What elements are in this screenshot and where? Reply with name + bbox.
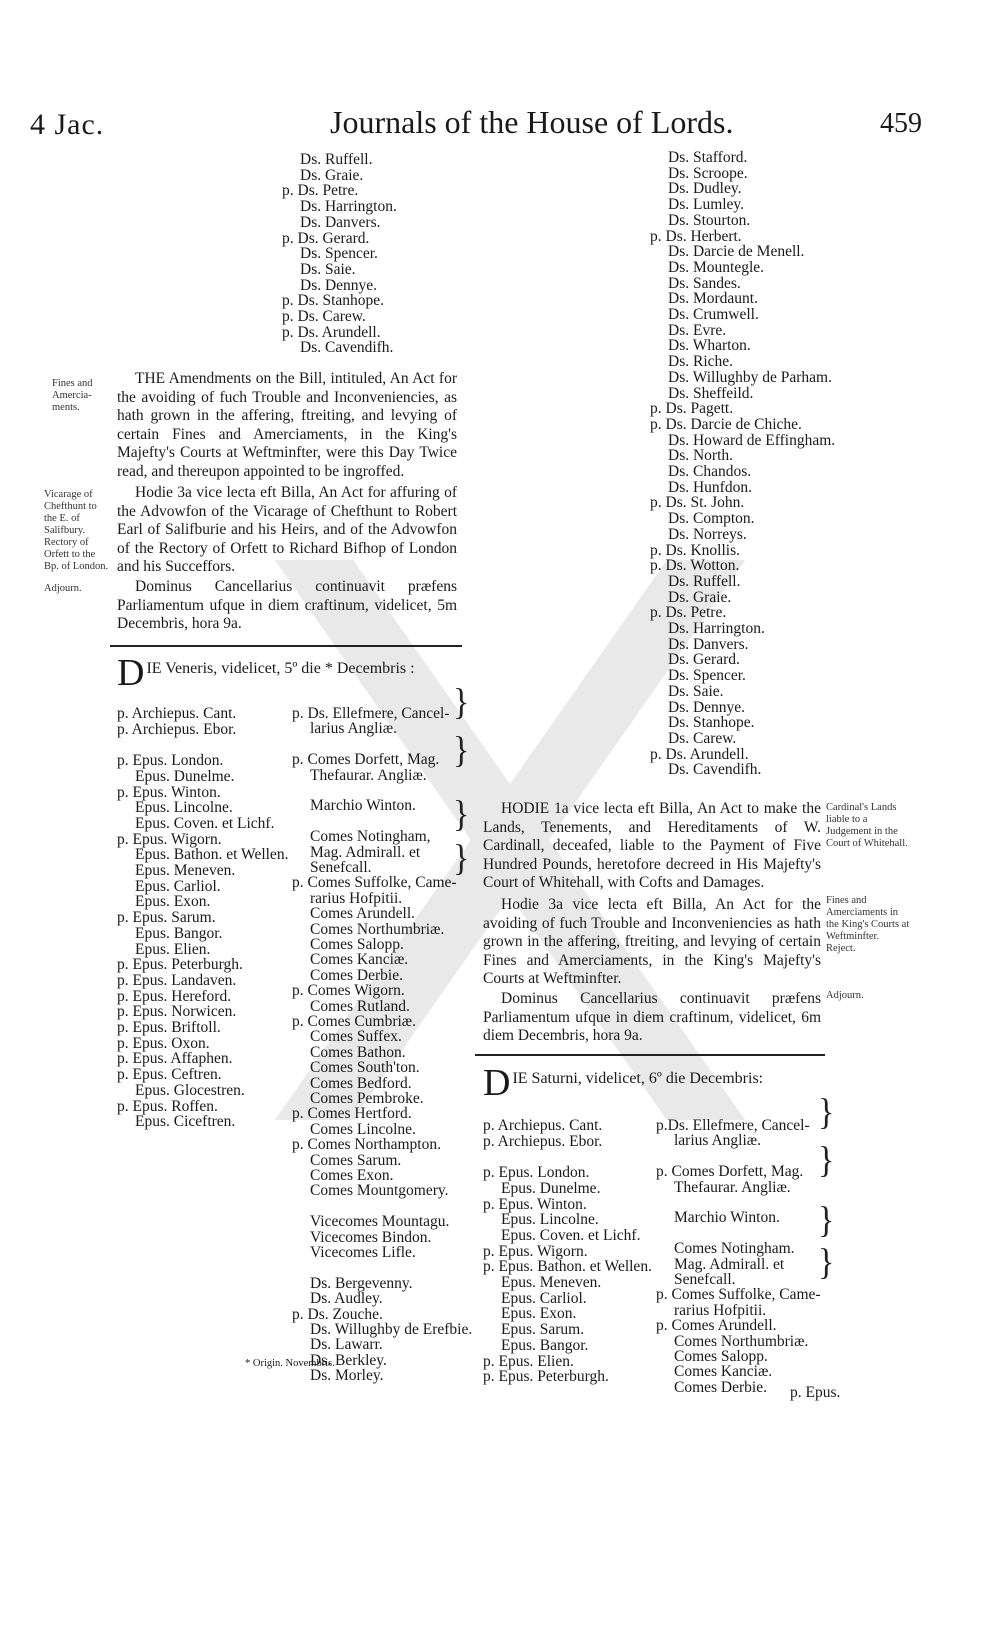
die-veneris-heading [117,652,415,694]
list-item: p. Epus. London. [483,1164,590,1182]
list-item: Epus. Dunelme. [501,1179,601,1197]
list-item: Vicecomes Mountagu. [310,1213,450,1231]
list-item: p. Comes Northampton. [292,1136,441,1154]
list-item: Ds. Spencer. [668,667,746,685]
catchword: p. Epus. [790,1384,841,1401]
list-item: Epus. Exon. [135,893,211,911]
list-item: Thefaurar. Angliæ. [310,766,427,784]
list-item: Ds. Evre. [668,321,727,339]
list-item: larius Angliæ. [310,720,397,738]
list-item: Mag. Admirall. et [674,1255,785,1273]
list-item: p. Epus. Affaphen. [117,1050,233,1068]
list-item: Ds. Ruffell. [668,572,741,590]
list-item: Ds. Carew. [668,729,737,747]
list-item: p. Comes Arundell. [656,1317,777,1335]
list-item: p. Ds. Stanhope. [282,292,385,310]
list-item: Comes Kanciæ. [310,951,409,969]
brace: } [818,1092,835,1133]
list-item: Comes Northumbriæ. [674,1332,809,1350]
list-item: Ds. Cavendifh. [668,761,762,779]
list-item: p. Epus. Winton. [483,1195,587,1213]
list-item: p. Ds. Arundell. [650,745,749,763]
list-item: Thefaurar. Angliæ. [674,1178,791,1196]
list-item: Epus. Meneven. [135,862,236,879]
list-item: Comes Exon. [310,1167,394,1184]
list-item: Ds. Lawarr. [310,1336,383,1354]
list-item: Epus. Exon. [501,1305,577,1323]
list-item: p. Comes Hertford. [292,1105,412,1123]
list-item: Ds. Willughby de Erefbie. [310,1321,473,1338]
list-item: Ds. Scroope. [668,164,748,182]
list-item: Ds. Sheffeild. [668,384,754,402]
section-rule [475,1054,825,1056]
list-item: p. Epus. Ceftren. [117,1066,222,1084]
list-item: p. Epus. Bathon. et Wellen. [483,1258,652,1276]
list-item: Ds. Gerard. [668,651,740,669]
list-item: Ds. Wharton. [668,337,751,355]
list-item: Senefcall. [674,1271,736,1288]
list-item: Epus. Dunelme. [135,767,235,785]
margin-note-adjourn-right: Adjourn. [826,990,864,1001]
list-item: Ds. Riche. [668,353,734,371]
list-item: Ds. Berkley. [310,1351,387,1369]
list-item: p. Ds. Pagett. [650,400,734,418]
list-item: Marchio Winton. [310,797,416,815]
list-item: p. Ds. Herbert. [650,227,742,245]
list-item: Comes Derbie. [310,966,403,984]
list-item: Ds. Harrington. [668,620,765,637]
list-item: Ds. Mountegle. [668,258,765,276]
list-item: p. Epus. Elien. [483,1352,574,1370]
paragraph-dominus-adjourn-right: Dominus Cancellarius continuavit præfens Parliamentum ufque in diem craftinum, videlicet, 6m diem Decembris, hora 9a. [483,990,821,1044]
list-item: Ds. Saie. [300,260,356,278]
list-item: Epus. Coven. et Lichf. [135,814,275,832]
list-item: p. Ds. Arundell. [282,323,381,341]
list-item: Comes Salopp. [674,1348,768,1365]
list-item: p. Comes Suffolke, Came- [292,874,457,892]
list-item: Comes Pembroke. [310,1090,424,1107]
list-item: p. Epus. Norwicen. [117,1003,237,1021]
list-item: p. Epus. Peterburgh. [117,956,243,974]
margin-note-cardinal: Cardinal's Lands liable to a Judgement in the Court of Whitehall. [826,802,908,849]
list-item: Ds. Graie. [668,588,732,606]
list-item: p. Ds. Carew. [282,308,366,325]
drop-cap: D [117,652,145,694]
list-item: Ds. Graie. [300,166,364,184]
list-item: Ds. Stourton. [668,211,751,229]
brace: } [818,1200,835,1241]
list-item: Marchio Winton. [674,1209,780,1227]
list-item: Ds. Stafford. [668,149,748,166]
die-veneris-heading-text: IE Veneris, videlicet, 5º die * Decembris : [146,660,415,677]
margin-note-fines-reject: Fines and Amerciaments in the King's Courts at Weftminfter. Reject. [826,895,910,954]
paragraph-hodie-cardinal: HODIE 1a vice lecta eft Billa, An Act to make the Lands, Tenements, and Hereditaments of W. Cardinall, deceafed, liable to the Payment of Five Hundred Pounds, heretofore decreed in His Majefty's Court of Whitehall, with Cofts and Damages. [483,800,821,891]
list-item: p. Epus. Landaven. [117,971,237,989]
drop-cap: D [483,1062,511,1104]
list-item: p. Ds. Gerard. [282,229,370,247]
list-item: p. Comes Cumbriæ. [292,1013,417,1030]
list-item: Comes Northumbriæ. [310,920,445,938]
list-item: Ds. Sandes. [668,274,741,292]
list-item: Comes Suffex. [310,1028,402,1046]
running-head-left: 4 Jac. [30,108,105,141]
list-item: Ds. Saie. [668,682,724,700]
list-item: p. Comes Dorfett, Mag. [656,1163,804,1181]
die-saturni-heading [483,1062,764,1104]
list-item: p. Epus. Peterburgh. [483,1368,609,1386]
paragraph-dominus-adjourn: Dominus Cancellarius continuavit præfens Parliamentum ufque in diem craftinum, videlicet, 5m Decembris, hora 9a. [117,578,457,632]
brace: } [818,1140,835,1181]
list-item: Ds. North. [668,447,734,465]
list-item: Ds. Audley. [310,1290,383,1308]
list-item: rarius Hofpitii. [674,1301,767,1319]
list-item: Epus. Carliol. [501,1289,587,1307]
list-item: p. Epus. London. [117,752,224,770]
paragraph-amendments: THE Amendments on the Bill, intituled, An Act for the avoiding of fuch Trouble and Inconveniencies, as hath grown in the affering, ftreiting, and levying of certain Fines and Amerciaments, in the King's Majefty's Courts at Weftminfter, were this Day Twice read, and thereupon appointed to be ingroffed. [117,370,457,480]
list-item: Ds. Compton. [668,510,755,528]
list-item: p. Epus. Oxon. [117,1034,210,1052]
list-item: Ds. Darcie de Menell. [668,243,805,261]
list-item: larius Angliæ. [674,1132,761,1150]
list-item: Epus. Bathon. et Wellen. [135,846,289,864]
list-item: p. Ds. Petre. [650,604,727,622]
list-item: Ds. Crumwell. [668,306,759,323]
footnote: * Origin. Novembris. [245,1358,335,1369]
list-item: p. Ds. Petre. [282,182,359,200]
list-item: Comes Notingham, [310,828,431,846]
list-item: Ds. Spencer. [300,245,378,263]
section-rule [110,645,462,647]
list-item: Ds. Hunfdon. [668,478,752,496]
list-item: p. Archiepus. Cant. [483,1117,603,1134]
list-item: Comes Salopp. [310,936,404,953]
list-item: Ds. Morley. [310,1367,384,1385]
list-item: p. Ds. Knollis. [650,541,740,559]
list-item: Ds. Norreys. [668,525,747,543]
list-item: Epus. Bangor. [135,924,223,942]
list-item: Ds. Ruffell. [300,151,373,168]
list-item: Comes Mountgomery. [310,1182,449,1200]
paragraph-hodie-vicarage: Hodie 3a vice lecta eft Billa, An Act for affuring of the Advowfon of the Vicarage of Chefthunt to Robert Earl of Salifburie and his Heirs, and of the Advowfon of the Rectory of Orfett to Richard Bifhop of London and his Succeffors. [117,484,457,575]
list-item: Epus. Bangor. [501,1336,589,1354]
brace: } [818,1242,835,1283]
list-item: p. Archiepus. Ebor. [117,720,237,738]
list-item: Ds. Danvers. [668,635,749,653]
brace: } [453,838,470,879]
list-item: Epus. Elien. [135,940,211,958]
margin-note-adjourn: Adjourn. [44,583,82,594]
list-item: Epus. Coven. et Lichf. [501,1226,641,1244]
list-item: Comes Bedford. [310,1074,412,1092]
margin-note-fines: Fines and Amercia-ments. [52,378,93,413]
list-item: p. Ds. Zouche. [292,1305,383,1323]
brace: } [453,682,470,723]
list-item: p. Ds. Wotton. [650,557,740,575]
list-item: Epus. Carliol. [135,877,221,895]
list-item: Comes Derbie. [674,1378,767,1396]
list-item: Ds. Danvers. [300,213,381,231]
list-item: Ds. Willughby de Parham. [668,368,832,386]
paragraph-hodie-fines: Hodie 3a vice lecta eft Billa, An Act for the avoiding of fuch Trouble and Inconveniencies as hath grown in the affering, ftreiting, and levying of certain Fines and Amerciaments, in the King's Majefty's Courts at Weftminfter. [483,896,821,987]
list-item: p. Epus. Hereford. [117,987,232,1005]
list-item: Comes Kanciæ. [674,1363,773,1381]
list-item: Epus. Lincolne. [135,799,233,817]
list-item: Vicecomes Lifle. [310,1244,416,1261]
list-item: Vicecomes Bindon. [310,1228,432,1246]
list-item: Ds. Chandos. [668,463,752,480]
list-item: Ds. Dennye. [300,276,378,294]
list-item: Ds. Cavendifh. [300,339,394,357]
list-item: Comes Sarum. [310,1151,402,1169]
list-item: Epus. Glocestren. [135,1081,245,1099]
list-item: Ds. Dennye. [668,698,746,716]
list-item: Comes Lincolne. [310,1120,416,1138]
list-item: Comes Rutland. [310,997,410,1015]
list-item: p. Archiepus. Ebor. [483,1132,603,1150]
brace: } [453,794,470,835]
list-item: p. Comes Suffolke, Came- [656,1286,821,1304]
list-item: p. Ds. Ellefmere, Cancel- [292,705,450,722]
list-item: p. Epus. Winton. [117,783,221,801]
list-item: Mag. Admirall. et [310,843,421,861]
list-item: Epus. Meneven. [501,1274,602,1291]
list-item: p. Ds. St. John. [650,494,745,512]
list-item: Comes Notingham. [674,1240,795,1258]
list-item: p. Comes Wigorn. [292,982,405,1000]
page-number: 459 [880,108,922,139]
list-item: Ds. Bergevenny. [310,1274,413,1292]
list-item: p. Epus. Wigorn. [117,830,222,848]
die-saturni-heading-text: IE Saturni, videlicet, 6º die Decembris: [512,1070,764,1087]
list-item: p. Archiepus. Cant. [117,705,237,722]
list-item: p. Ds. Darcie de Chiche. [650,415,802,433]
list-item: Ds. Lumley. [668,196,745,214]
list-item: Comes Bathon. [310,1043,406,1061]
page-title: Journals of the House of Lords. [330,104,734,140]
list-item: p. Epus. Wigorn. [483,1242,588,1260]
list-item: Ds. Stanhope. [668,714,755,732]
list-item: Ds. Harrington. [300,198,397,216]
list-item: Epus. Ciceftren. [135,1113,236,1131]
list-item: rarius Hofpitii. [310,889,403,907]
list-item: Ds. Mordaunt. [668,290,758,308]
brace: } [453,730,470,771]
list-item: p. Epus. Briftoll. [117,1019,221,1036]
list-item: Ds. Dudley. [668,180,742,198]
list-item: p. Epus. Roffen. [117,1097,218,1115]
list-item: Epus. Lincolne. [501,1211,599,1229]
list-item: p. Epus. Sarum. [117,909,216,927]
list-item: Senefcall. [310,859,372,876]
list-item: Epus. Sarum. [501,1321,585,1339]
margin-note-vicarage: Vicarage of Chefthunt to the E. of Salifbury. Rectory of Orfett to the Bp. of London. [44,489,109,572]
list-item: p. Comes Dorfett, Mag. [292,751,440,769]
list-item: Ds. Howard de Effingham. [668,431,836,449]
list-item: Comes Arundell. [310,905,416,923]
list-item: p.Ds. Ellefmere, Cancel- [656,1117,810,1134]
list-item: Comes South'ton. [310,1059,420,1077]
